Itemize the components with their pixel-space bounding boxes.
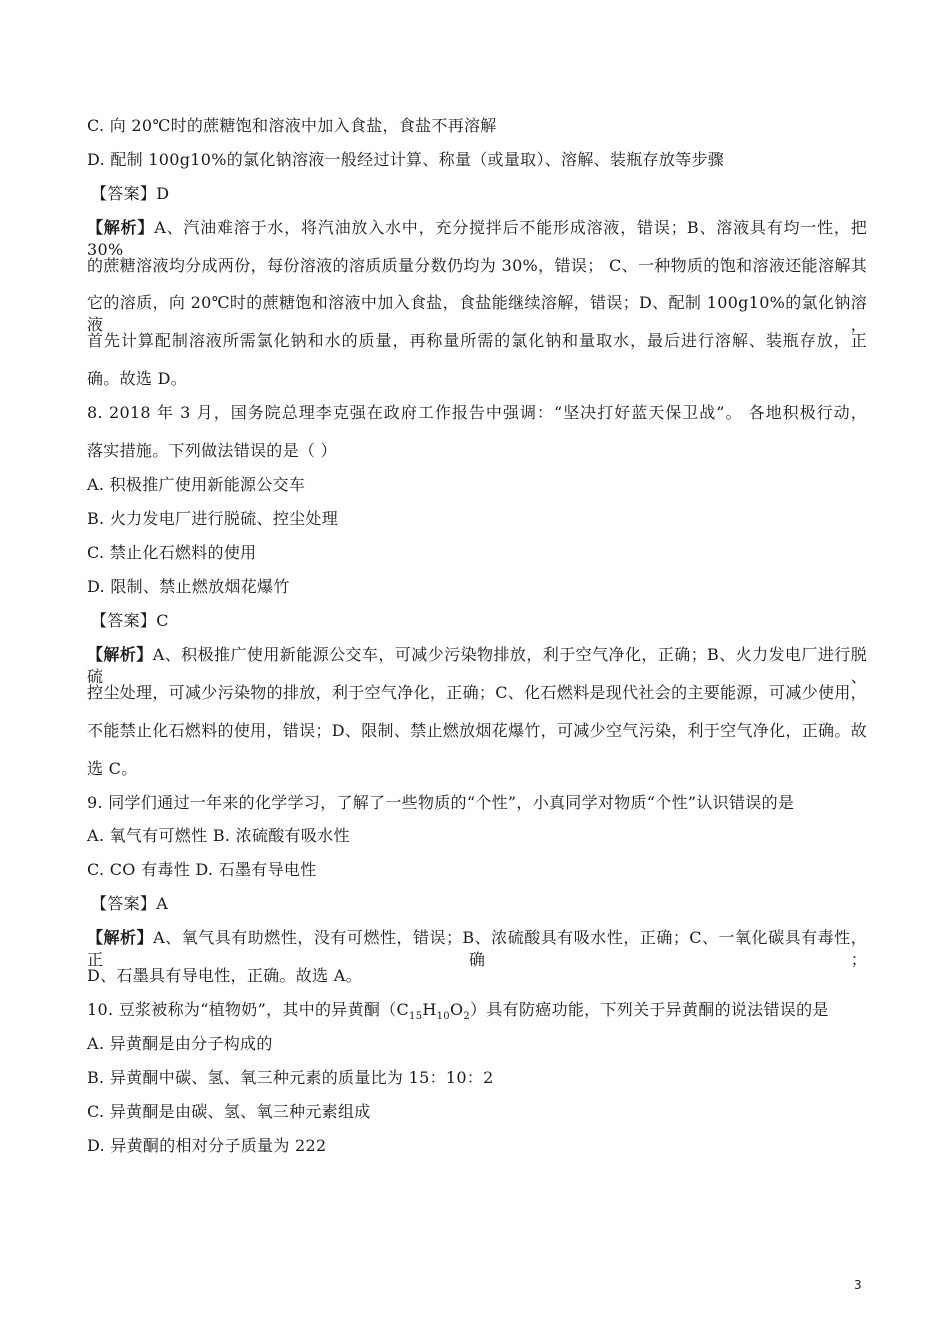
q10-stem-after: ）具有防癌功能，下列关于异黄酮的说法错误的是 (470, 1000, 829, 1019)
formula-subscript: 10 (436, 1011, 450, 1023)
formula-element: H (422, 1000, 437, 1019)
formula-subscript: 15 (409, 1011, 423, 1023)
q8-stem-line-2: 落实措施。下列做法错误的是（ ） (87, 441, 337, 460)
q10-stem (87, 999, 829, 1021)
analysis-text: A、氧气具有助燃性，没有可燃性，错误；B、浓硫酸具有吸水性，正确；C、一氧化碳具有毒性，正确； (87, 928, 867, 969)
q8-analysis-line-2: 控尘处理，可减少污染物的排放，利于空气净化，正确；C、化石燃料是现代社会的主要能源，可减少使用， (87, 683, 867, 702)
q8-option-c: C. 禁止化石燃料的使用 (87, 543, 257, 562)
q8-analysis-line-4: 选 C。 (87, 759, 138, 778)
q10-option-c: C. 异黄酮是由碳、氢、氧三种元素组成 (87, 1102, 371, 1121)
q10-option-a: A. 异黄酮是由分子构成的 (87, 1034, 273, 1053)
q7-analysis-line-2: 的蔗糖溶液均分成两份，每份溶液的溶质质量分数仍均为 30%，错误； C、一种物质的饱和溶液还能溶解其 (87, 256, 867, 275)
page-number: 3 (854, 1278, 862, 1292)
q7-answer: 【答案】D (91, 184, 170, 203)
formula-subscript: 2 (463, 1011, 471, 1023)
q8-analysis-line-3: 不能禁止化石燃料的使用，错误；D、限制、禁止燃放烟花爆竹，可减少空气污染，利于空气净化，正确。故 (87, 721, 867, 740)
q10-stem-before: 10. 豆浆被称为“植物奶”，其中的异黄酮（C (87, 1000, 410, 1019)
analysis-label: 【解析】 (87, 928, 154, 947)
analysis-text: A、汽油难溶于水，将汽油放入水中，充分搅拌后不能形成溶液，错误；B、溶液具有均一性，把 30% (87, 218, 868, 259)
q7-option-d: D. 配制 100g10%的氯化钠溶液一般经过计算、称量（或量取）、溶解、装瓶存放等步骤 (87, 150, 725, 169)
analysis-label: 【解析】 (87, 218, 155, 237)
q9-options-row-1: A. 氧气有可燃性 B. 浓硫酸有吸水性 (87, 826, 350, 845)
q10-option-d: D. 异黄酮的相对分子质量为 222 (87, 1136, 327, 1155)
q7-analysis-line-4: 首先计算配制溶液所需氯化钠和水的质量，再称量所需的氯化钠和量取水，最后进行溶解、装瓶存放，正 (87, 331, 867, 350)
analysis-text: A、积极推广使用新能源公交车，可减少污染物排放，利于空气净化，正确；B、火力发电厂进行脱硫、 (87, 645, 867, 686)
q8-option-a: A. 积极推广使用新能源公交车 (87, 475, 306, 494)
q7-analysis-line-3: 它的溶质，向 20℃时的蔗糖饱和溶液中加入食盐，食盐能继续溶解，错误；D、配制 100g10%的氯化钠溶液， (87, 293, 867, 334)
q9-stem: 9. 同学们通过一年来的化学学习，了解了一些物质的“个性”，小真同学对物质“个性”认识错误的是 (87, 793, 795, 812)
q9-options-row-2: C. CO 有毒性 D. 石墨有导电性 (87, 860, 317, 879)
q8-option-b: B. 火力发电厂进行脱硫、控尘处理 (87, 509, 339, 528)
formula-element: O (449, 1000, 464, 1019)
q8-answer: 【答案】C (91, 611, 169, 630)
q9-analysis-line-2: D、石墨具有导电性，正确。故选 A。 (87, 966, 362, 985)
q7-analysis-line-5: 确。故选 D。 (87, 369, 188, 388)
q10-option-b: B. 异黄酮中碳、氢、氧三种元素的质量比为 15：10：2 (87, 1068, 494, 1087)
q9-answer: 【答案】A (91, 894, 169, 913)
analysis-label: 【解析】 (87, 645, 153, 664)
q7-option-c: C. 向 20℃时的蔗糖饱和溶液中加入食盐，食盐不再溶解 (87, 116, 497, 135)
q8-stem-line-1: 8. 2018 年 3 月，国务院总理李克强在政府工作报告中强调：“坚决打好蓝天保卫战”。 各地积极行动， (87, 403, 867, 422)
q8-option-d: D. 限制、禁止燃放烟花爆竹 (87, 577, 290, 596)
